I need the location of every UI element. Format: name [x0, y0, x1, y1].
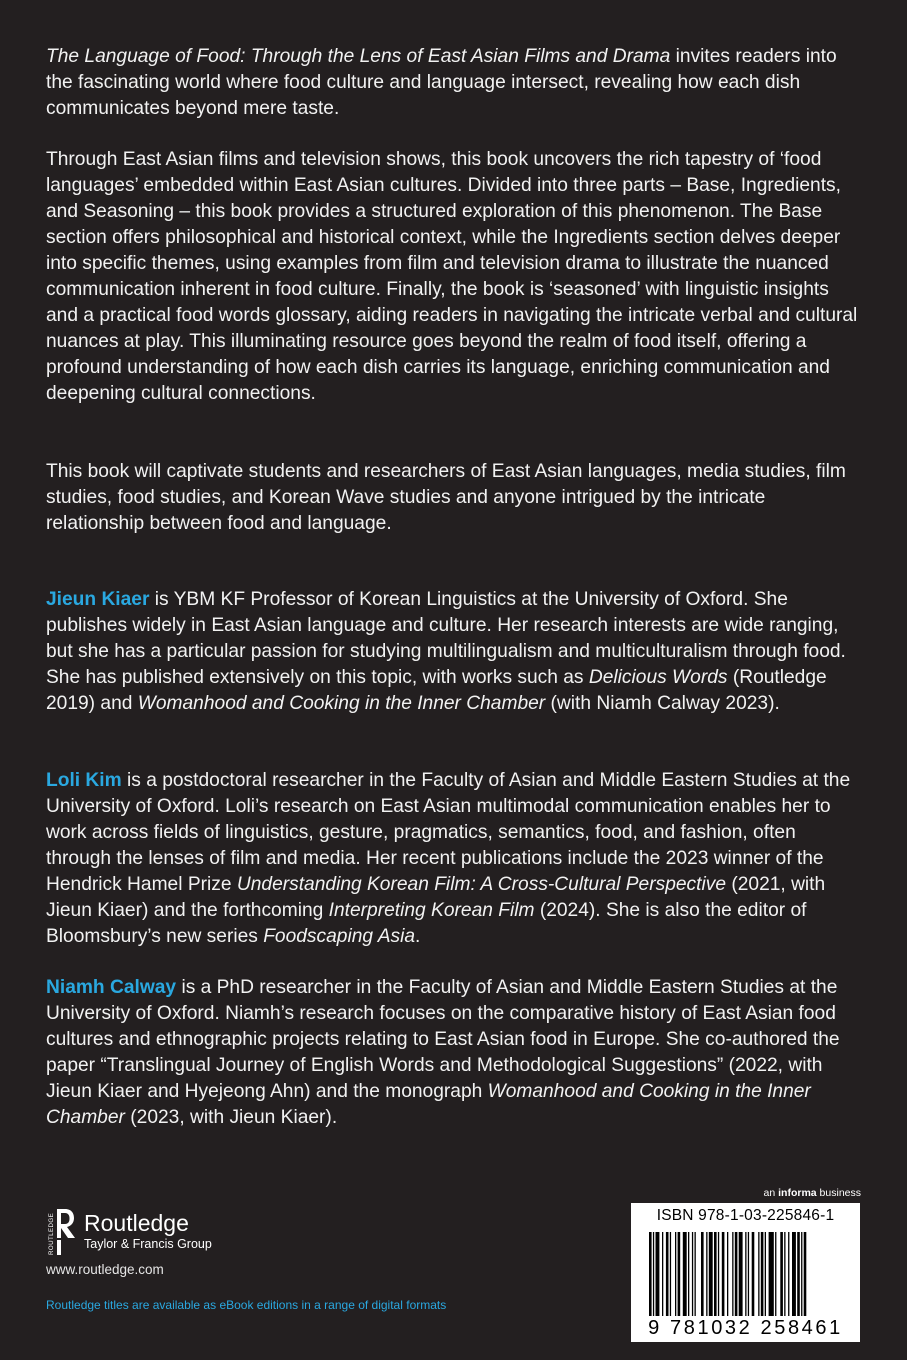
barcode-bar — [678, 1232, 681, 1316]
informa-brand: informa — [778, 1187, 817, 1199]
barcode-bar — [784, 1232, 785, 1316]
author-name-calway: Niamh Calway — [46, 977, 177, 998]
barcode-bar — [769, 1232, 774, 1316]
audience-text: This book will captivate students and researchers of East Asian languages, media studies, film studies, food studies, and Korean Wave studies and anyone intrigued by the intricate relationship between food and language. — [46, 461, 846, 534]
barcode-bar — [748, 1232, 749, 1316]
author-bio-calway — [46, 975, 861, 1131]
ebook-note: Routledge titles are available as eBook editions in a range of digital formats — [46, 1298, 447, 1312]
isbn-barcode — [631, 1203, 860, 1342]
description-text: Through East Asian films and television shows, this book uncovers the rich tapestry of ‘food languages’ embedded within East Asian cultures. Divided into three parts – Base, Ingredients, and Seasoning – this book provides a structured exploration of this phenomenon. The Base section offers philosophical and historical context, while the Ingredients section delves deeper into specific themes, using examples from film and television drama to illustrate the nuanced communication inherent in food culture. Finally, the book is ‘seasoned’ with linguistic insights and a practical food words glossary, aiding readers in navigating the intricate verbal and cultural nuances at play. This illuminating resource goes beyond the realm of food itself, offering a profound understanding of how each dish carries its language, enriching communication and deepening cultural connections. — [46, 149, 858, 404]
barcode-bar — [662, 1232, 663, 1316]
barcode-bar — [683, 1232, 687, 1316]
bio-text: is YBM KF Professor of Korean Linguistics at the University of Oxford. She publishes widely in East Asian language and culture. Her research interests are wide ranging, but she has a particular passion for studying multilingualism and multiculturalism through food. She has published extensively on this topic, with works such as — [46, 589, 846, 688]
logo-side-text: ROUTLEDGE — [48, 1212, 55, 1255]
intro-text: invites readers into the fascinating world where food culture and language intersect, revealing how each dish communicates beyond mere taste. — [46, 46, 837, 119]
barcode-bar — [688, 1232, 689, 1316]
isbn-label: ISBN 978-1-03-225846-1 — [656, 1207, 835, 1224]
barcode-bar — [758, 1232, 759, 1316]
barcode-bar — [675, 1232, 676, 1316]
barcode-bar — [706, 1232, 707, 1316]
description-paragraph — [46, 147, 861, 407]
barcode-bar — [670, 1232, 671, 1316]
barcode-bar — [761, 1232, 764, 1316]
audience-paragraph — [46, 459, 861, 537]
publisher-website: www.routledge.com — [46, 1262, 164, 1277]
barcode-bar — [656, 1232, 660, 1316]
informa-business-label — [764, 1187, 861, 1199]
bio-text: . — [415, 926, 421, 947]
barcode-bar — [752, 1232, 755, 1316]
barcode-bar — [718, 1232, 719, 1316]
author-bio-kim — [46, 768, 861, 950]
barcode-bar — [701, 1232, 704, 1316]
intro-paragraph — [46, 44, 861, 122]
book-title: Womanhood and Cooking in the Inner Chamber — [46, 1081, 811, 1128]
barcode-bar — [666, 1232, 669, 1316]
barcode-bar — [792, 1232, 796, 1316]
barcode-bar — [727, 1232, 728, 1316]
bio-text: (Routledge 2019) and — [46, 667, 827, 714]
barcode-bar — [649, 1232, 652, 1316]
barcode-bar — [765, 1232, 766, 1316]
barcode-bar — [780, 1232, 783, 1316]
author-name-kim: Loli Kim — [46, 770, 122, 791]
bio-text: (with Niamh Calway 2023). — [545, 693, 780, 714]
author-bio-kiaer — [46, 587, 861, 717]
barcode-bar — [739, 1232, 743, 1316]
barcode-bar — [735, 1232, 738, 1316]
series-title: Foodscaping Asia — [263, 926, 416, 947]
barcode-bar — [775, 1232, 776, 1316]
barcode-bar — [692, 1232, 693, 1316]
book-title: The Language of Food: Through the Lens of East Asian Films and Drama — [46, 46, 671, 67]
barcode-bar — [709, 1232, 713, 1316]
barcode-bar — [653, 1232, 654, 1316]
informa-prefix: an — [763, 1187, 779, 1199]
barcode-bar — [695, 1232, 696, 1316]
bio-text: (2024). She is also the editor of Bloomsbury’s new series — [46, 900, 807, 947]
barcode-bar — [732, 1232, 733, 1316]
bio-text: is a PhD researcher in the Faculty of Asian and Middle Eastern Studies at the University of Oxford. Niamh’s research focuses on the comparative history of East Asian food cultures and ethnographic projects relating to East Asian food in Europe. She co-authored the paper “Translingual Journey of English Words and Methodological Suggestions” (2022, with Jieun Kiaer and Hyejeong Ahn) and the monograph — [46, 977, 840, 1102]
bio-text: (2023, with Jieun Kiaer). — [124, 1107, 338, 1128]
barcode-digits: 9 781032 258461 — [648, 1317, 843, 1339]
barcode-bar — [722, 1232, 725, 1316]
publisher-group: Taylor & Francis Group — [84, 1237, 212, 1251]
author-name-kiaer: Jieun Kiaer — [46, 589, 150, 610]
barcode-bar — [714, 1232, 717, 1316]
publisher-name: Routledge — [84, 1210, 189, 1236]
book-title: Understanding Korean Film: A Cross-Cultural Perspective — [236, 874, 726, 895]
barcode-bar — [745, 1232, 746, 1316]
bio-text: is a postdoctoral researcher in the Faculty of Asian and Middle Eastern Studies at the University of Oxford. Loli’s research on East Asian multimodal communication enables her to work across fields of linguistics, gesture, pragmatics, semantics, food, and fashion, often through the lenses of film and media. Her recent publications include the 2023 winner of the Hendrick Hamel Prize — [46, 770, 851, 895]
routledge-logo-icon — [46, 1206, 76, 1256]
barcode-bar — [797, 1232, 800, 1316]
informa-suffix: business — [816, 1187, 861, 1199]
book-title: Womanhood and Cooking in the Inner Chamber — [137, 693, 546, 714]
barcode-bar — [804, 1232, 807, 1316]
book-title: Delicious Words — [588, 667, 728, 688]
publisher-logo — [46, 1206, 346, 1256]
book-title: Interpreting Korean Film — [328, 900, 535, 921]
barcode-bars — [645, 1230, 846, 1320]
barcode-bar — [801, 1232, 802, 1316]
bio-text: (2021, with Jieun Kiaer) and the forthcoming — [46, 874, 826, 921]
barcode-bar — [788, 1232, 789, 1316]
